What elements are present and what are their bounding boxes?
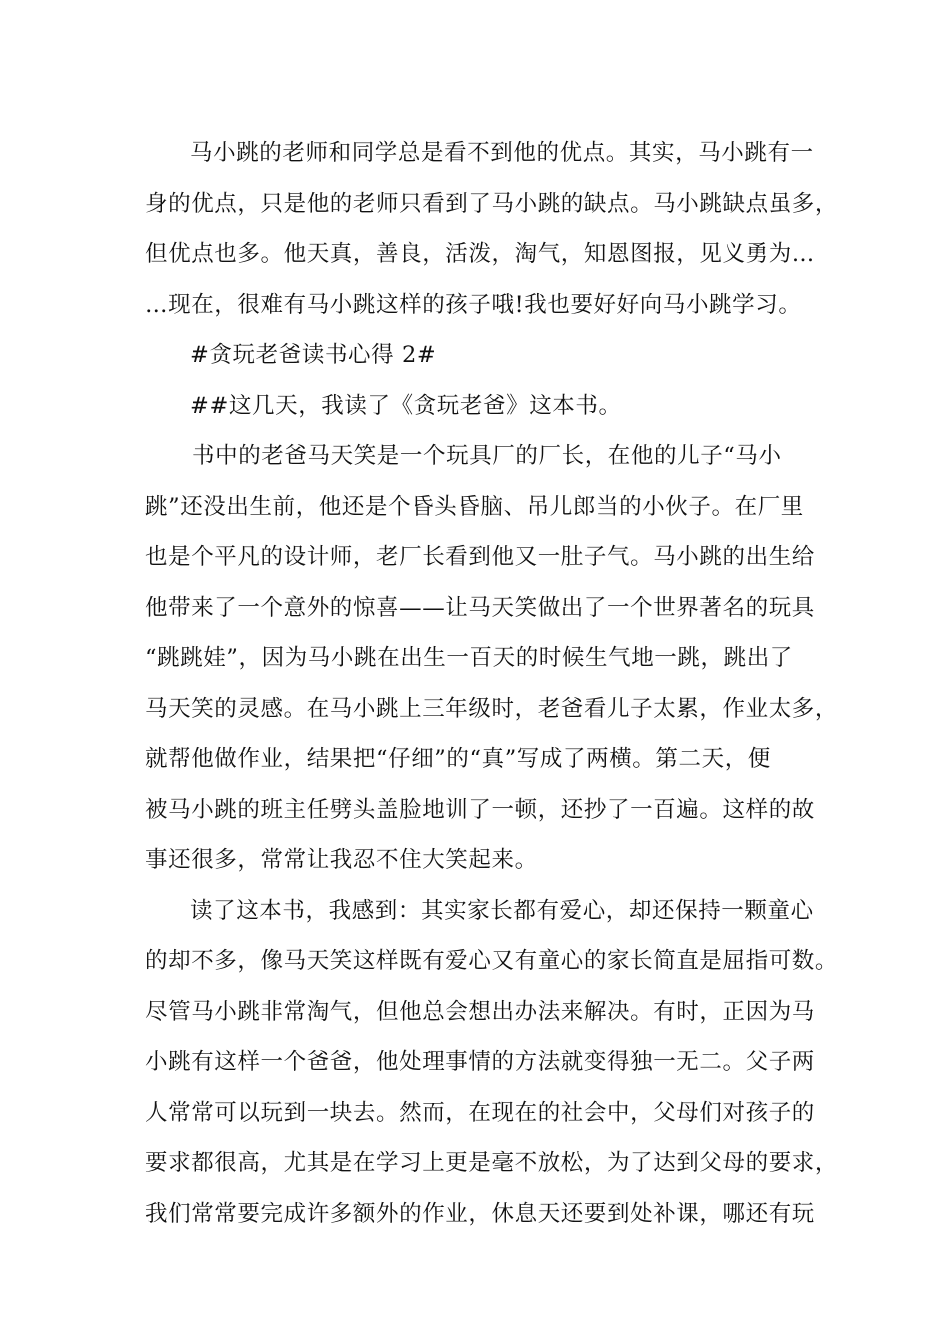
paragraph-2 [145,431,839,886]
paragraph-3 [145,886,839,1240]
text-line: 尽管马小跳非常淘气，但他总会想出办法来解决。有时，正因为马 [145,998,815,1025]
text-line: 马小跳的老师和同学总是看不到他的优点。其实，马小跳有一 [190,140,814,166]
text-line: 人常常可以玩到一块去。然而，在现在的社会中，父母们对孩子的 [145,1099,815,1126]
section-heading: #贪玩老爸读书心得 2# [190,342,437,368]
text-line: 小跳有这样一个爸爸，他处理事情的方法就变得独一无二。父子两 [145,1049,815,1075]
text-line: 马天笑的灵感。在马小跳上三年级时，老爸看儿子太累，作业太多， [145,695,839,722]
text-line: 就帮他做作业，结果把“仔细”的“真”写成了两横。第二天，便 [145,746,771,772]
text-line: …现在，很难有马小跳这样的孩子哦!我也要好好向马小跳学习。 [145,291,802,318]
text-line: 书中的老爸马天笑是一个玩具厂的厂长，在他的儿子“马小 [192,443,782,469]
text-line: 跳”还没出生前，他还是个昏头昏脑、吊儿郎当的小伙子。在厂里 [145,493,804,520]
text-line: 他带来了一个意外的惊喜——让马天笑做出了一个世界著名的玩具 [145,594,815,621]
text-line: 身的优点，只是他的老师只看到了马小跳的缺点。马小跳缺点虽多， [145,190,839,217]
text-line: 也是个平凡的设计师，老厂长看到他又一肚子气。马小跳的出生给 [145,544,815,570]
text-line: 要求都很高，尤其是在学习上更是毫不放松，为了达到父母的要求， [145,1150,839,1176]
paragraph-1 [145,128,839,330]
text-line: “跳跳娃”，因为马小跳在出生一百天的时候生气地一跳，跳出了 [145,645,793,671]
text-line: 读了这本书，我感到：其实家长都有爱心，却还保持一颗童心 [190,897,814,924]
text-line: 但优点也多。他天真，善良，活泼，淘气，知恩图报，见义勇为… [145,241,815,267]
text-line: 被马小跳的班主任劈头盖脸地训了一顿，还抄了一百遍。这样的故 [145,796,815,823]
section-subheading: ##这几天，我读了《贪玩老爸》这本书。 [190,392,622,419]
text-line: 我们常常要完成许多额外的作业，休息天还要到处补课，哪还有玩 [145,1200,815,1227]
text-line: 的却不多，像马天笑这样既有爱心又有童心的家长简直是屈指可数。 [145,948,839,974]
text-line: 事还很多，常常让我忍不住大笑起来。 [145,847,538,873]
document-body [145,128,839,1239]
